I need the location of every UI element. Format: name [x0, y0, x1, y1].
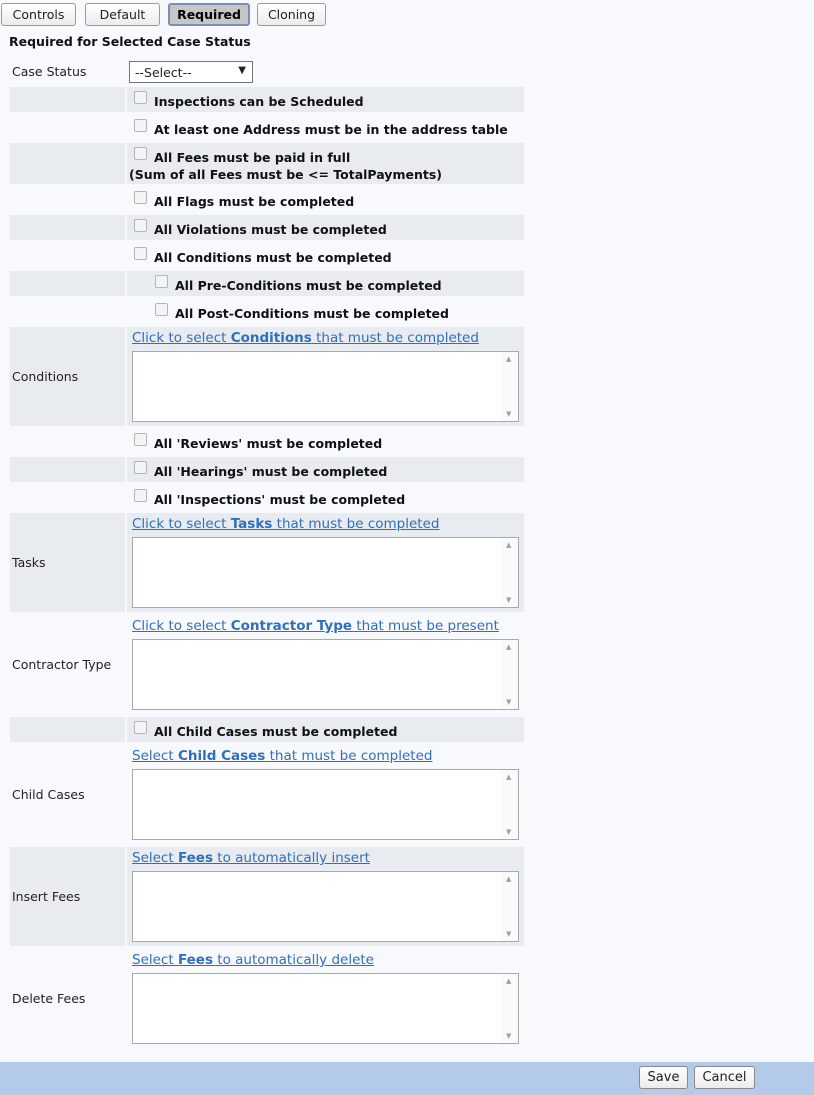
scroll-down-icon[interactable]: ▼ [506, 596, 512, 604]
scrollbar[interactable] [501, 974, 518, 1043]
scroll-up-icon[interactable]: ▲ [506, 875, 512, 883]
insert-fees-list[interactable] [132, 871, 519, 942]
reviews-checkbox[interactable] [134, 433, 147, 446]
child-cases-label: Child Cases [12, 787, 85, 802]
scrollbar[interactable] [501, 538, 518, 607]
delete-fees-label: Delete Fees [12, 991, 86, 1006]
chevron-down-icon: ▼ [238, 65, 246, 76]
contractor-type-label: Contractor Type [12, 657, 112, 672]
scrollbar[interactable] [501, 872, 518, 941]
child-cases-checkbox[interactable] [134, 721, 147, 734]
tab-controls[interactable]: Controls [1, 3, 76, 26]
conditions-label: Conditions [12, 369, 79, 384]
scroll-down-icon[interactable]: ▼ [506, 1032, 512, 1040]
post-conditions-checkbox[interactable] [155, 303, 168, 316]
violations-label: All Violations must be completed [154, 222, 387, 237]
scrollbar[interactable] [501, 640, 518, 709]
post-conditions-label: All Post-Conditions must be completed [175, 306, 449, 321]
case-status-select[interactable] [129, 61, 253, 83]
fees-paid-label: All Fees must be paid in full [154, 150, 351, 165]
scroll-up-icon[interactable]: ▲ [506, 773, 512, 781]
tab-required[interactable]: Required [168, 3, 250, 26]
case-status-label: Case Status [12, 64, 87, 79]
scroll-down-icon[interactable]: ▼ [506, 698, 512, 706]
scrollbar[interactable] [501, 352, 518, 421]
tasks-list[interactable] [132, 537, 519, 608]
row-band-label [10, 457, 125, 482]
reviews-label: All 'Reviews' must be completed [154, 436, 383, 451]
scroll-down-icon[interactable]: ▼ [506, 410, 512, 418]
insert-fees-label: Insert Fees [12, 889, 81, 904]
fees-paid-checkbox[interactable] [134, 147, 147, 160]
conditions-checkbox[interactable] [134, 247, 147, 260]
footer-bar [0, 1062, 814, 1095]
select-contractor-type-link[interactable]: Click to select Contractor Type that must be present [132, 618, 499, 634]
conditions-list[interactable] [132, 351, 519, 422]
pre-conditions-checkbox[interactable] [155, 275, 168, 288]
row-band-label [10, 717, 125, 742]
scroll-up-icon[interactable]: ▲ [506, 977, 512, 985]
violations-checkbox[interactable] [134, 219, 147, 232]
case-status-value: --Select-- [135, 65, 192, 80]
hearings-checkbox[interactable] [134, 461, 147, 474]
conditions-check-label: All Conditions must be completed [154, 250, 392, 265]
pre-conditions-label: All Pre-Conditions must be completed [175, 278, 442, 293]
row-band-label [10, 143, 125, 184]
select-conditions-link[interactable]: Click to select Conditions that must be completed [132, 330, 479, 346]
scroll-up-icon[interactable]: ▲ [506, 643, 512, 651]
hearings-label: All 'Hearings' must be completed [154, 464, 388, 479]
inspections-checkbox[interactable] [134, 489, 147, 502]
scroll-up-icon[interactable]: ▲ [506, 541, 512, 549]
inspections-label: All 'Inspections' must be completed [154, 492, 406, 507]
cancel-button[interactable]: Cancel [694, 1066, 755, 1089]
inspections-scheduled-checkbox[interactable] [134, 91, 147, 104]
child-cases-list[interactable] [132, 769, 519, 840]
select-tasks-link[interactable]: Click to select Tasks that must be completed [132, 516, 440, 532]
row-band-label [10, 87, 125, 112]
flags-label: All Flags must be completed [154, 194, 355, 209]
save-button[interactable]: Save [639, 1066, 688, 1089]
scroll-up-icon[interactable]: ▲ [506, 355, 512, 363]
address-required-label: At least one Address must be in the address table [154, 122, 508, 137]
contractor-type-list[interactable] [132, 639, 519, 710]
tab-cloning[interactable]: Cloning [257, 3, 326, 26]
inspections-scheduled-label: Inspections can be Scheduled [154, 94, 364, 109]
row-band-label [10, 215, 125, 240]
address-required-checkbox[interactable] [134, 119, 147, 132]
flags-checkbox[interactable] [134, 191, 147, 204]
section-title: Required for Selected Case Status [9, 34, 251, 49]
child-cases-check-label: All Child Cases must be completed [154, 724, 398, 739]
tasks-label: Tasks [12, 555, 46, 570]
select-insert-fees-link[interactable]: Select Fees to automatically insert [132, 850, 370, 866]
scrollbar[interactable] [501, 770, 518, 839]
select-child-cases-link[interactable]: Select Child Cases that must be completed [132, 748, 433, 764]
row-band-label [10, 271, 125, 296]
scroll-down-icon[interactable]: ▼ [506, 930, 512, 938]
select-delete-fees-link[interactable]: Select Fees to automatically delete [132, 952, 374, 968]
fees-paid-note: (Sum of all Fees must be <= TotalPayments) [129, 167, 442, 182]
delete-fees-list[interactable] [132, 973, 519, 1044]
tab-default[interactable]: Default [85, 3, 160, 26]
scroll-down-icon[interactable]: ▼ [506, 828, 512, 836]
